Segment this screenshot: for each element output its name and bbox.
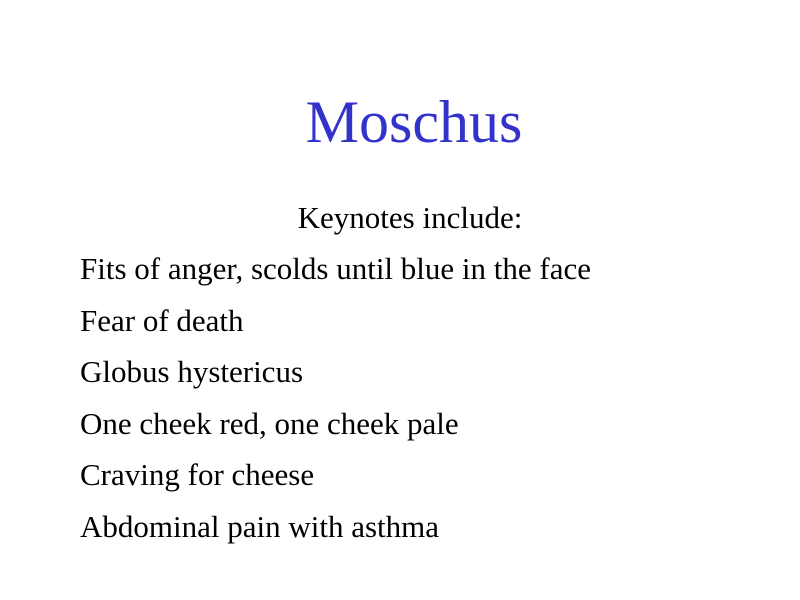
keynote-item: Fits of anger, scolds until blue in the face [80, 251, 592, 286]
keynote-list [80, 243, 760, 552]
keynote-item: Globus hystericus [80, 354, 304, 389]
keynote-item: Craving for cheese [80, 457, 315, 492]
slide-body [80, 193, 760, 552]
slide-title: Moschus [305, 89, 523, 155]
keynotes-intro: Keynotes include: [297, 200, 523, 235]
keynote-item: Abdominal pain with asthma [80, 508, 440, 544]
keynote-item: One cheek red, one cheek pale [80, 405, 459, 441]
keynote-item: Fear of death [80, 302, 244, 338]
